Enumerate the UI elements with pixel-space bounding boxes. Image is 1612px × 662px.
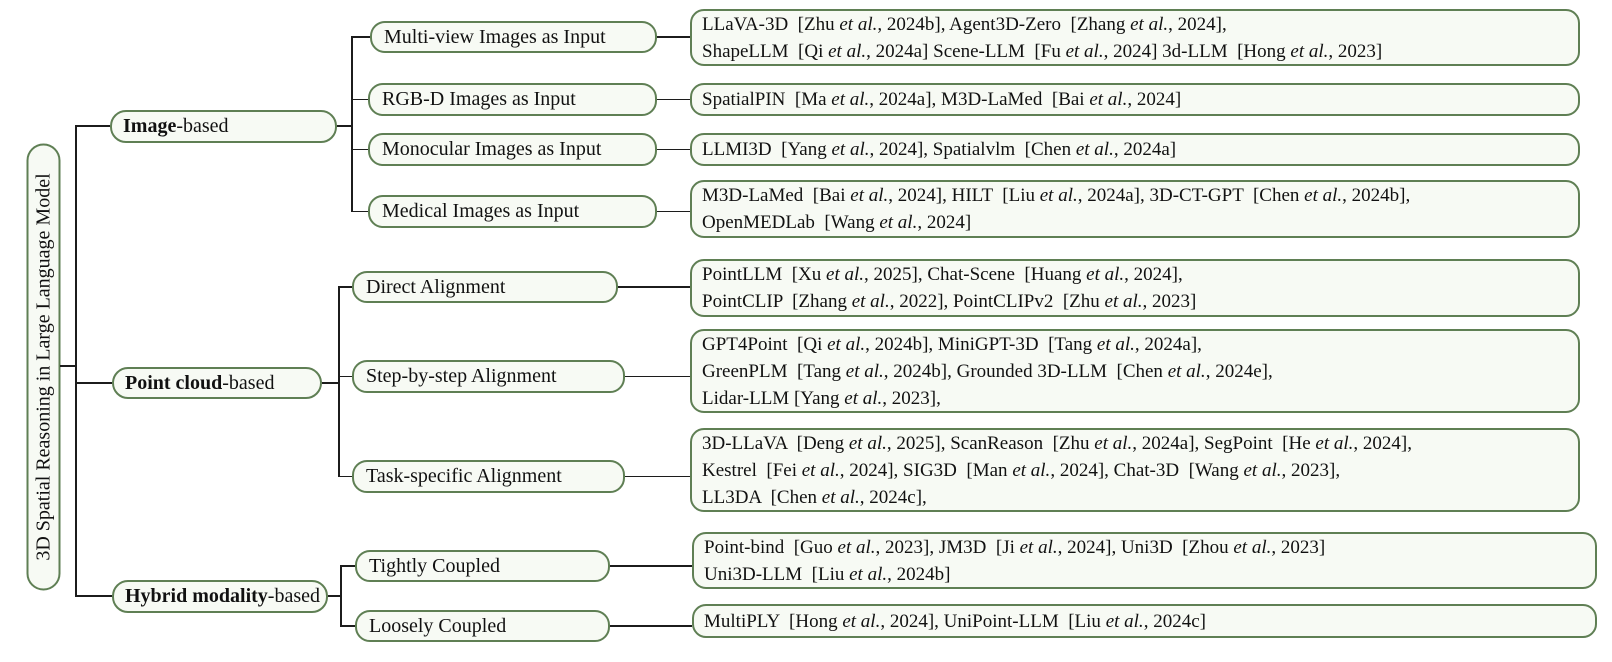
- root-node: [27, 143, 61, 590]
- subbranch-label: Loosely Coupled: [369, 614, 507, 637]
- citation-line: M3D-LaMed [Bai et al., 2024], HILT [Liu et al., 2024a], 3D-CT-GPT [Chen et al., 2024b],: [702, 185, 1411, 206]
- subbranch-tightly-coupled: [355, 550, 610, 582]
- connector-line: [657, 99, 690, 101]
- citation-line: PointCLIP [Zhang et al., 2022], PointCLIPv2 [Zhu et al., 2023]: [702, 291, 1197, 312]
- subbranch-multi-view-images: [370, 21, 657, 53]
- subbranch-label: Direct Alignment: [366, 275, 506, 298]
- connector-line: [338, 286, 352, 288]
- leaf-tightly-coupled-citations: [692, 532, 1597, 589]
- subbranch-label: Monocular Images as Input: [382, 138, 602, 160]
- leaf-direct-alignment-citations: [690, 259, 1580, 317]
- subbranch-loosely-coupled: [355, 610, 610, 642]
- subbranch-label: RGB-D Images as Input: [382, 88, 576, 110]
- branch-label-rest: -based: [222, 371, 275, 394]
- citation-line: MultiPLY [Hong et al., 2024], UniPoint-LLM [Liu et al., 2024c]: [704, 610, 1206, 632]
- connector-line: [340, 625, 355, 627]
- connector-line: [337, 125, 351, 127]
- citation-line: ShapeLLM [Qi et al., 2024a] Scene-LLM [Fu et al., 2024] 3d-LLM [Hong et al., 2023]: [702, 40, 1383, 62]
- subbranch-label: Multi-view Images as Input: [384, 25, 606, 48]
- connector-line: [75, 125, 110, 127]
- root-label: 3D Spatial Reasoning in Large Language Model: [32, 172, 54, 561]
- citation-line: LLaVA-3D [Zhu et al., 2024b], Agent3D-Zero [Zhang et al., 2024],: [702, 13, 1227, 35]
- citation-line: OpenMEDLab [Wang et al., 2024]: [702, 212, 972, 233]
- citation-line: GPT4Point [Qi et al., 2024b], MiniGPT-3D [Tang et al., 2024a],: [702, 333, 1202, 355]
- connector-line: [351, 36, 353, 212]
- connector-line: [657, 211, 690, 213]
- connector-line: [75, 382, 112, 384]
- connector-line: [610, 565, 692, 567]
- citation-line: Point-bind [Guo et al., 2023], JM3D [Ji et al., 2024], Uni3D [Zhou et al., 2023]: [704, 536, 1326, 558]
- connector-line: [340, 565, 342, 627]
- subbranch-monocular-images: [368, 133, 657, 166]
- branch-label-bold: Point cloud: [125, 371, 223, 394]
- branch-hybrid-modality-based: [112, 580, 328, 613]
- subbranch-label: Medical Images as Input: [382, 200, 580, 222]
- citation-line: Lidar-LLM [Yang et al., 2023],: [702, 387, 941, 409]
- branch-image-based: [110, 110, 337, 143]
- connector-line: [340, 565, 355, 567]
- connector-line: [338, 376, 352, 378]
- citation-line: LLMI3D [Yang et al., 2024], Spatialvlm [Chen et al., 2024a]: [702, 139, 1177, 160]
- connector-line: [351, 36, 370, 38]
- leaf-task-specific-citations: [690, 428, 1580, 512]
- subbranch-direct-alignment: [352, 271, 618, 303]
- citation-line: SpatialPIN [Ma et al., 2024a], M3D-LaMed [Bai et al., 2024]: [702, 89, 1182, 110]
- branch-label-rest: -based: [267, 585, 320, 607]
- connector-line: [338, 286, 340, 477]
- citation-line: 3D-LLaVA [Deng et al., 2025], ScanReason [Zhu et al., 2024a], SegPoint [He et al., 2024],: [702, 432, 1412, 454]
- citation-line: Kestrel [Fei et al., 2024], SIG3D [Man et al., 2024], Chat-3D [Wang et al., 2023],: [702, 459, 1341, 481]
- citation-line: LL3DA [Chen et al., 2024c],: [702, 486, 927, 508]
- subbranch-medical-images: [368, 195, 657, 228]
- subbranch-task-specific-alignment: [352, 460, 625, 493]
- citation-line: GreenPLM [Tang et al., 2024b], Grounded 3D-LLM [Chen et al., 2024e],: [702, 360, 1273, 382]
- leaf-multi-view-citations: [690, 9, 1580, 66]
- connector-line: [338, 476, 352, 478]
- connector-line: [657, 36, 690, 38]
- connector-line: [322, 382, 338, 384]
- leaf-monocular-citations: [690, 133, 1580, 166]
- connector-line: [610, 625, 692, 627]
- connector-line: [75, 595, 112, 597]
- subbranch-label: Tightly Coupled: [369, 554, 500, 577]
- leaf-medical-citations: [690, 180, 1580, 238]
- leaf-step-by-step-citations: [690, 329, 1580, 413]
- citation-line: PointLLM [Xu et al., 2025], Chat-Scene [Huang et al., 2024],: [702, 264, 1183, 285]
- connector-line: [351, 99, 368, 101]
- connector-line: [351, 211, 368, 213]
- connector-line: [625, 376, 690, 378]
- subbranch-label: Task-specific Alignment: [366, 465, 562, 487]
- subbranch-rgbd-images: [368, 83, 657, 116]
- citation-line: Uni3D-LLM [Liu et al., 2024b]: [704, 563, 951, 585]
- branch-label-bold: Image: [123, 115, 177, 137]
- branch-label-rest: -based: [176, 115, 229, 137]
- subbranch-step-by-step-alignment: [352, 360, 625, 393]
- branch-label-bold: Hybrid modality: [125, 585, 268, 607]
- subbranch-label: Step-by-step Alignment: [366, 365, 557, 387]
- connector-line: [75, 125, 77, 596]
- branch-point-cloud-based: [112, 367, 322, 399]
- connector-line: [351, 149, 368, 151]
- connector-line: [60, 365, 75, 367]
- connector-line: [625, 476, 690, 478]
- leaf-loosely-coupled-citations: [692, 604, 1597, 638]
- connector-line: [657, 149, 690, 151]
- connector-line: [618, 286, 690, 288]
- leaf-rgbd-citations: [690, 83, 1580, 116]
- connector-line: [328, 595, 340, 597]
